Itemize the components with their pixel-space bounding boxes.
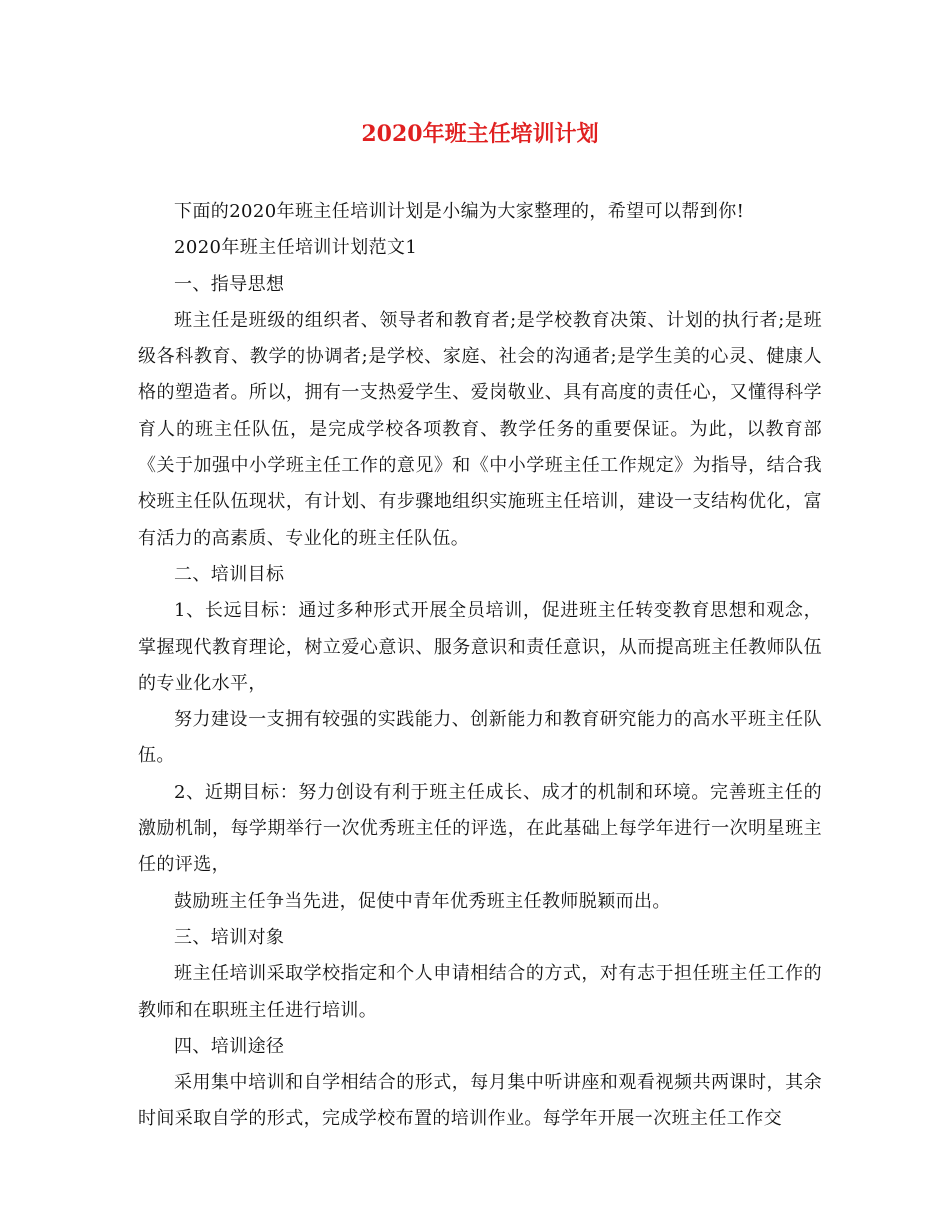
short-term-goal-continued-paragraph: 鼓励班主任争当先进，促使中青年优秀班主任教师脱颖而出。	[174, 890, 671, 912]
document-title: 2020年班主任培训计划	[361, 121, 599, 147]
section-heading-training-approach: 四、培训途径	[174, 1035, 285, 1057]
training-targets-paragraph: 班主任培训采取学校指定和个人申请相结合的方式，对有志于担任班主任工作的教师和在职班主任进行培训。	[138, 963, 822, 1021]
short-term-goal-paragraph: 2、近期目标：努力创设有利于班主任成长、成才的机制和环境。完善班主任的激励机制，每学期举行一次优秀班主任的评选，在此基础上每学年进行一次明星班主任的评选，	[138, 781, 822, 876]
section-heading-guiding-ideology: 一、指导思想	[174, 273, 285, 295]
sample-heading: 2020年班主任培训计划范文1	[174, 237, 418, 259]
long-term-goal-paragraph: 1、长远目标：通过多种形式开展全员培训，促进班主任转变教育思想和观念，掌握现代教育理论，树立爱心意识、服务意识和责任意识，从而提高班主任教师队伍的专业化水平，	[138, 600, 822, 694]
guiding-ideology-paragraph: 班主任是班级的组织者、领导者和教育者;是学校教育决策、计划的执行者;是班级各科教育、教学的协调者;是学校、家庭、社会的沟通者;是学生美的心灵、健康人格的塑造者。所以，拥有一支热爱学生、爱岗敬业、具有高度的责任心，又懂得科学育人的班主任队伍，是完成学校各项教育、教学任务的重要保证。为此，以教育部《关于加强中小学班主任工作的意见》和《中小学班主任工作规定》为指导，结合我校班主任队伍现状，有计划、有步骤地组织实施班主任培训，建设一支结构优化，富有活力的高素质、专业化的班主任队伍。	[138, 309, 822, 549]
intro-paragraph: 下面的2020年班主任培训计划是小编为大家整理的，希望可以帮到你!	[174, 201, 745, 222]
document-body	[138, 194, 822, 1138]
training-approach-paragraph: 采用集中培训和自学相结合的形式，每月集中听讲座和观看视频共两课时，其余时间采取自学的形式，完成学校布置的培训作业。每学年开展一次班主任工作交	[138, 1072, 822, 1130]
section-heading-training-targets: 三、培训对象	[174, 926, 285, 948]
section-heading-training-goals: 二、培训目标	[174, 563, 285, 585]
long-term-goal-continued-paragraph: 努力建设一支拥有较强的实践能力、创新能力和教育研究能力的高水平班主任队伍。	[138, 709, 822, 767]
